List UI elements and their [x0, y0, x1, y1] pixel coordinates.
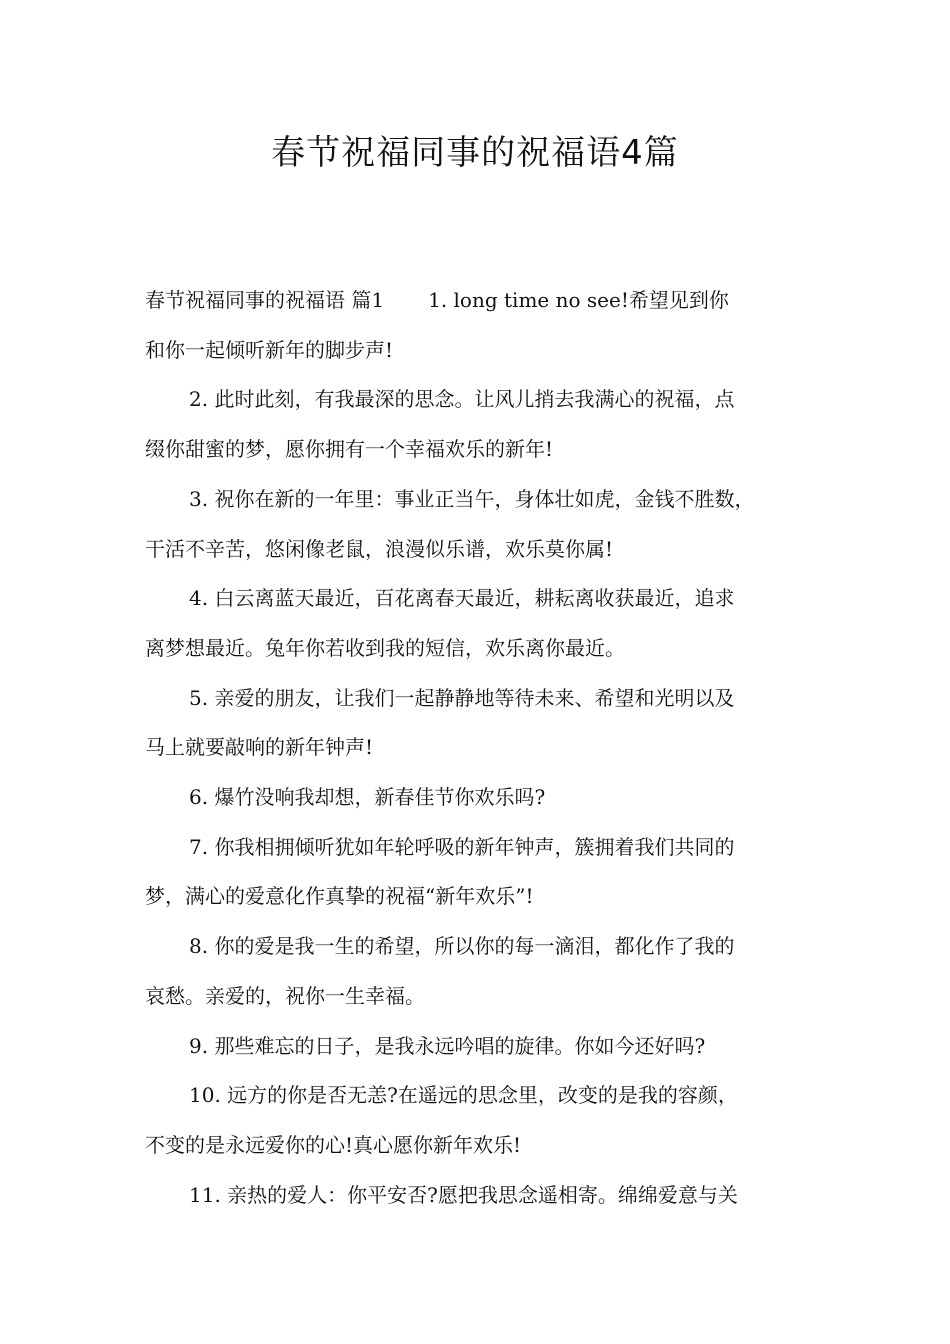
list-item-11: 11. 亲热的爱人：你平安否?愿把我思念遥相寄。绵绵爱意与关 — [189, 1182, 738, 1207]
list-item-5: 5. 亲爱的朋友，让我们一起静静地等待未来、希望和光明以及 马上就要敲响的新年钟声! — [145, 685, 735, 760]
paragraph-1-line-2: 和你一起倾听新年的脚步声! — [145, 337, 394, 362]
list-item-2: 2. 此时此刻，有我最深的思念。让风儿捎去我满心的祝福，点 缀你甜蜜的梦，愿你拥有一个幸福欢乐的新年! — [145, 387, 735, 462]
section-heading: 春节祝福同事的祝福语 篇1 — [145, 288, 385, 312]
list-item-8: 8. 你的爱是我一生的希望，所以你的每一滴泪，都化作了我的 哀愁。亲爱的，祝你一生幸福。 — [145, 934, 735, 1008]
list-item-6: 6. 爆竹没响我却想，新春佳节你欢乐吗? — [189, 785, 546, 810]
paragraph-1-line-1 — [145, 276, 825, 326]
list-item-10: 10. 远方的你是否无恙?在遥远的思念里，改变的是我的容颜， 不变的是永远爱你的心!真心愿你新年欢乐! — [145, 1083, 738, 1157]
list-item-7: 7. 你我相拥倾听犹如年轮呼吸的新年钟声，簇拥着我们共同的 梦，满心的爱意化作真挚的祝福“新年欢乐”! — [145, 834, 735, 909]
list-item-3: 3. 祝你在新的一年里：事业正当午，身体壮如虎，金钱不胜数， 干活不辛苦，悠闲像老鼠，浪漫似乐谱，欢乐莫你属! — [145, 486, 755, 561]
document-body — [145, 276, 825, 1220]
paragraph-1 — [145, 276, 825, 375]
list-item-9: 9. 那些难忘的日子，是我永远吟唱的旋律。你如今还好吗? — [189, 1033, 706, 1058]
item-1-text: 1. long time no see!希望见到你 — [428, 288, 729, 312]
list-item-4: 4. 白云离蓝天最近，百花离春天最近，耕耘离收获最近，追求 离梦想最近。兔年你若收到我的短信，欢乐离你最近。 — [145, 586, 735, 660]
document-title: 春节祝福同事的祝福语4篇 — [271, 133, 679, 173]
